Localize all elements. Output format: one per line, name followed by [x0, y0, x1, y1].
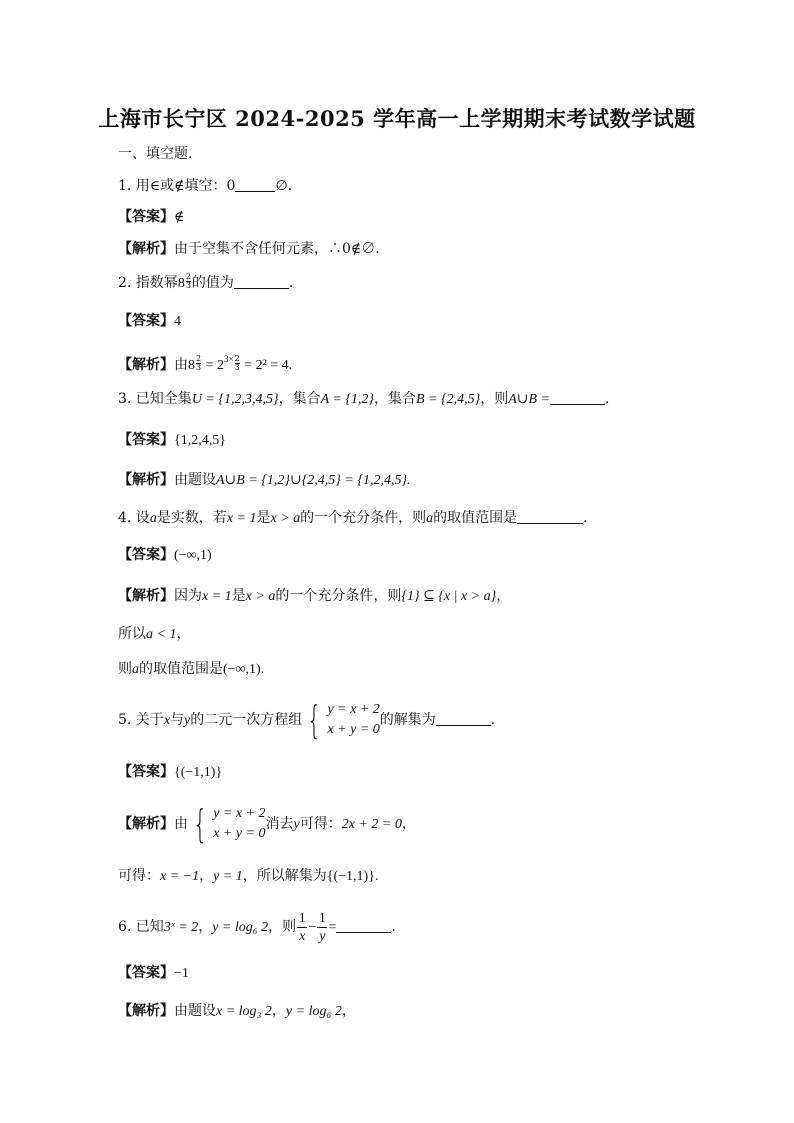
question-text: 与: [170, 712, 185, 728]
question-4: [118, 508, 588, 529]
equation-2: x + y = 0: [327, 722, 380, 737]
answer-value: ∉: [174, 209, 185, 225]
fraction-1-over-y: [317, 910, 327, 945]
analysis-4-line-3: [118, 659, 264, 680]
question-1: [118, 176, 292, 196]
analysis-text: 可得：: [299, 816, 342, 832]
question-text: 6. 已知: [118, 919, 164, 935]
condition-expression: x > a: [245, 589, 276, 604]
analysis-5: [118, 801, 416, 848]
variable-x: x: [163, 713, 171, 728]
analysis-text: 的一个充分条件，则: [275, 588, 402, 604]
answer-3: [118, 430, 226, 451]
answer-tag: 【答案】: [118, 209, 174, 225]
analysis-expression: = 2: [202, 358, 224, 373]
numerator: 1: [298, 910, 306, 926]
question-tail: .: [605, 391, 610, 407]
power-exponent: [235, 355, 240, 372]
condition-expression: x = 1: [202, 589, 232, 604]
analysis-expression: A∪B = {1,2}∪{2,4,5} = {1,2,4,5}.: [216, 473, 411, 488]
minus-sign: −: [308, 920, 317, 935]
analysis-4-line-2: [118, 624, 190, 645]
set-a: A = {1,2}: [320, 392, 375, 407]
answer-tag: 【答案】: [118, 965, 174, 981]
answer-blank: [234, 274, 289, 289]
solution-set: {(−1,1)}.: [326, 869, 379, 884]
fraction-1-over-x: [297, 910, 307, 945]
question-text: 是实数，若: [156, 510, 227, 526]
question-text: ，集合: [374, 391, 417, 407]
analysis-tag: 【解析】: [118, 357, 174, 373]
analysis-text: 则: [118, 661, 132, 677]
analysis-6: [118, 1001, 356, 1022]
question-tail: .: [288, 275, 294, 291]
analysis-5-line-2: [118, 866, 378, 887]
analysis-3: [118, 470, 411, 491]
variable-y: y: [184, 713, 191, 728]
answer-value: (−∞,1): [174, 548, 212, 563]
analysis-tag: 【解析】: [118, 472, 174, 488]
denominator: y: [319, 928, 326, 944]
variable-a: a: [132, 662, 139, 677]
question-6: [118, 907, 396, 948]
exponent-denominator: 3: [196, 363, 202, 372]
answer-value: {(−1,1)}: [174, 765, 223, 780]
answer-tag: 【答案】: [118, 313, 174, 329]
analysis-text: ，: [341, 1003, 356, 1019]
question-text: 的取值范围是: [433, 510, 518, 526]
answer-tag: 【答案】: [118, 432, 174, 448]
exponent-denominator: 3: [234, 363, 240, 372]
left-brace: {: [192, 802, 208, 846]
analysis-text: 的取值范围是: [139, 661, 223, 677]
left-brace: {: [307, 698, 322, 742]
analysis-text: 可得：: [118, 868, 160, 884]
universal-set: U = {1,2,3,4,5}: [191, 392, 279, 407]
analysis-2: [118, 349, 292, 376]
question-text: 4. 设: [118, 510, 150, 526]
answer-6: [118, 963, 189, 984]
question-tail: .: [583, 510, 588, 526]
question-text: 的解集为: [379, 712, 436, 728]
analysis-text: 是: [231, 588, 246, 604]
question-tail: ∅.: [275, 178, 293, 194]
equals-sign: =: [328, 920, 337, 935]
answer-blank: [235, 177, 275, 192]
analysis-text: ，: [496, 588, 511, 604]
analysis-tag: 【解析】: [118, 816, 174, 832]
solution-y: y = 1: [213, 869, 243, 884]
inequality-expression: a < 1: [146, 627, 177, 642]
condition-expression: y = log₆ 2: [212, 920, 269, 935]
question-tail: .: [490, 712, 496, 728]
power-exponent: [196, 355, 201, 372]
question-text: 的二元一次方程组: [190, 712, 303, 728]
variable-a: a: [426, 511, 434, 526]
variable-y: y: [293, 817, 300, 832]
log-expression-y: y = log₆ 2: [285, 1004, 342, 1019]
exponent-numerator: 2: [196, 354, 202, 363]
power-base: 8: [177, 276, 185, 291]
separator: ，: [198, 919, 213, 935]
question-text: ，则: [480, 391, 509, 407]
question-tail: .: [391, 919, 396, 935]
analysis-text: ，: [176, 626, 191, 642]
answer-value: 4: [174, 314, 181, 329]
analysis-text: 由: [174, 357, 188, 373]
range-expression: (−∞,1).: [223, 662, 265, 677]
analysis-tag: 【解析】: [118, 1003, 174, 1019]
answer-4: [118, 545, 212, 566]
equation-system: [302, 700, 380, 740]
analysis-text: 所以: [118, 626, 146, 642]
answer-2: [118, 311, 181, 332]
separator: ，: [271, 1003, 286, 1019]
equation-result: 2x + 2 = 0: [341, 817, 402, 832]
page-title: 上海市长宁区 2024-2025 学年高一上学期期末考试数学试题: [98, 106, 696, 131]
power-base: 8: [188, 358, 195, 373]
equation-2: x + y = 0: [213, 826, 266, 841]
subset-expression: {1} ⊆ {x | x > a}: [401, 589, 497, 604]
analysis-text: 由题设: [174, 472, 216, 488]
question-2: [118, 273, 293, 294]
set-b: B = {2,4,5}: [416, 392, 481, 407]
answer-value: −1: [174, 966, 189, 981]
denominator: x: [299, 928, 306, 944]
answer-blank: [550, 390, 605, 405]
question-5: [118, 697, 495, 744]
separator: ，: [199, 868, 214, 884]
question-text-post: 的值为: [191, 275, 234, 291]
analysis-result: = 2² = 4.: [240, 358, 293, 373]
power-exponent: [186, 273, 191, 290]
analysis-text: 消去: [265, 816, 294, 832]
analysis-tag: 【解析】: [118, 588, 174, 604]
analysis-text: ，所以解集为: [242, 868, 327, 884]
question-3: [118, 389, 609, 410]
condition-expression: 3ˣ = 2: [163, 920, 199, 935]
answer-1: [118, 207, 184, 227]
union-expression: A∪B =: [508, 392, 551, 407]
answer-tag: 【答案】: [118, 547, 174, 563]
question-text: 1. 用∈或∉填空：0: [118, 178, 236, 194]
question-text: 是: [256, 510, 271, 526]
analysis-text: 由题设: [174, 1003, 216, 1019]
answer-5: [118, 762, 222, 783]
answer-value: {1,2,4,5}: [174, 433, 226, 448]
equation-1: y = x + 2: [213, 806, 266, 821]
variable-a: a: [149, 511, 157, 526]
question-text: 的一个充分条件，则: [300, 510, 427, 526]
analysis-tag: 【解析】: [118, 241, 174, 257]
question-text: 5. 关于: [118, 712, 164, 728]
answer-blank: [436, 711, 491, 726]
exponent-numerator: 2: [234, 354, 240, 363]
analysis-text: 因为: [174, 588, 202, 604]
numerator: 1: [318, 910, 326, 926]
analysis-4: [118, 586, 510, 607]
answer-tag: 【答案】: [118, 764, 174, 780]
analysis-text: 由: [174, 816, 188, 832]
question-text: ，集合: [278, 391, 321, 407]
equation-1: y = x + 2: [327, 702, 380, 717]
answer-blank: [336, 918, 391, 933]
answer-blank: [517, 509, 583, 524]
question-text: 2. 指数幂: [118, 275, 178, 291]
solution-x: x = −1: [160, 869, 200, 884]
section-heading: 一、填空题.: [118, 146, 193, 162]
log-expression-x: x = log₃ 2: [216, 1004, 272, 1019]
question-text: ，则: [268, 919, 297, 935]
exponent-prefix: 3×: [224, 354, 234, 364]
analysis-text: 由于空集不含任何元素，∴0∉∅.: [174, 241, 380, 257]
exponent-numerator: 2: [185, 272, 191, 281]
analysis-1: [118, 239, 380, 259]
condition-expression: x > a: [270, 511, 301, 526]
equation-system: [188, 804, 266, 844]
question-text: 3. 已知全集: [118, 391, 192, 407]
exponent-denominator: 3: [185, 281, 191, 290]
analysis-text: ，: [401, 816, 416, 832]
condition-expression: x = 1: [226, 511, 257, 526]
